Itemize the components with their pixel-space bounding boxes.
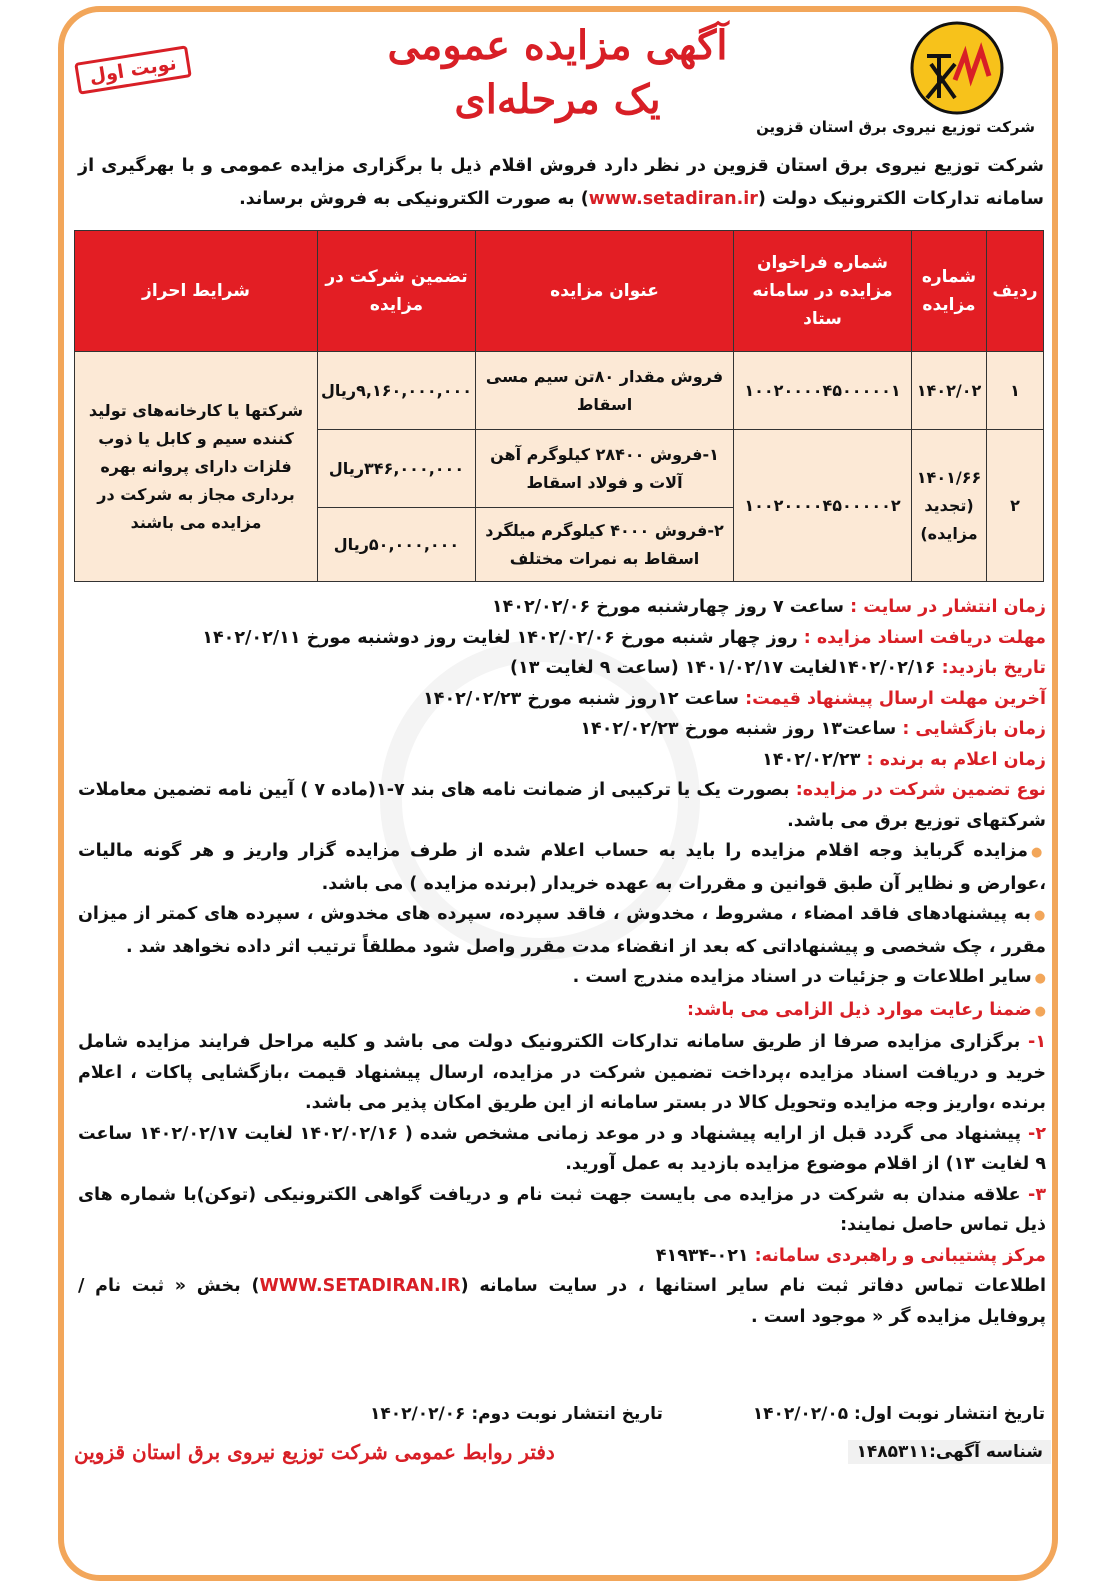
bullet-dot-icon: ● xyxy=(1031,845,1047,860)
schedule-label: زمان اعلام به برنده : xyxy=(866,749,1046,770)
schedule-label: زمان بازگشایی : xyxy=(902,719,1046,739)
schedule-line xyxy=(78,745,1046,776)
schedule-value: ۱۴۰۲/۰۲/۲۳ xyxy=(762,749,867,770)
schedule-label: آخرین مهلت ارسال پیشنهاد قیمت: xyxy=(745,688,1046,709)
cell-row: ۱ xyxy=(987,352,1044,430)
schedule-value: ۱۴۰۲/۰۲/۱۶لغایت ۱۴۰۱/۰۲/۱۷ (ساعت ۹ لغایت ۱۳) xyxy=(510,658,942,678)
table-row xyxy=(75,352,1044,430)
schedule-value: ساعت۱۳ روز شنبه مورخ ۱۴۰۲/۰۲/۲۳ xyxy=(580,719,903,739)
schedule-value: بصورت یک یا ترکیبی از ضمانت نامه های بند ۷-۱(ماده ۷ ) آیین نامه تضمین معاملات شرکتهای توزیع برق می باشد. xyxy=(78,780,1046,831)
header-row-number: ردیف xyxy=(987,231,1044,352)
intro-text-2: ) به صورت الکترونیکی به فروش برساند. xyxy=(239,189,589,209)
item-number: ۲- xyxy=(1028,1123,1046,1144)
schedule-label: نوع تضمین شرکت در مزایده: xyxy=(795,780,1046,800)
schedule-value: روز چهار شنبه مورخ ۱۴۰۲/۰۲/۰۶ لغایت روز دوشنبه مورخ ۱۴۰۲/۰۲/۱۱ xyxy=(202,627,804,648)
bullet-text: مزایده گربایذ وجه اقلام مزایده را باید به حساب اعلام شده از طرف مزایده گزار واریز و هر گونه مالیات ،عوارض و نظایر آن طبق قوانین و مقررات به عهده خریدار (برنده مزایده ) می باشد. xyxy=(78,841,1046,894)
contact-line xyxy=(78,1271,1046,1332)
header xyxy=(70,14,1045,144)
contact-text-2: ) بخش « ثبت نام / پروفایل مزایده گر « موجود است . xyxy=(78,1276,1046,1327)
schedule-line xyxy=(78,623,1046,654)
schedule-line xyxy=(78,592,1046,623)
cell-guarantee: ۹,۱۶۰,۰۰۰,۰۰۰ریال xyxy=(318,352,476,430)
header-auction-number: شماره مزایده xyxy=(912,231,987,352)
numbered-item xyxy=(78,1180,1046,1241)
schedule-line xyxy=(78,775,1046,836)
bullet-dot-icon: ● xyxy=(1034,1003,1046,1019)
numbered-item xyxy=(78,1027,1046,1119)
auction-table xyxy=(74,230,1044,582)
publish-first-date: تاریخ انتشار نوبت اول: ۱۴۰۲/۰۲/۰۵ xyxy=(752,1404,1045,1424)
title-line-2: یک مرحله‌ای xyxy=(454,76,661,123)
required-heading xyxy=(78,995,1046,1028)
support-label: مرکز پشتیبانی و راهبردی سامانه: xyxy=(754,1245,1046,1266)
cell-num: ۱۴۰۱/۶۶ (تجدید مزایده) xyxy=(912,430,987,582)
first-round-stamp: نوبت اول xyxy=(74,45,191,94)
setadiran-link[interactable]: www.setadiran.ir xyxy=(588,189,758,209)
bullet-dot-icon: ● xyxy=(1033,908,1047,923)
bullet-text: به پیشنهادهای فاقد امضاء ، مشروط ، مخدوش ، فاقد سپرده، سپرده های مخدوش ، سپرده های کمتر از میزان مقرر ، چک شخصی و پیشنهاداتی که بعد از انقضاء مدت مقرر واصل شود مطلقاً ترتیب اثر داده نخواهد شد . xyxy=(78,904,1046,957)
intro-paragraph xyxy=(78,150,1044,216)
cell-call: ۱۰۰۲۰۰۰۰۴۵۰۰۰۰۰۱ xyxy=(734,352,912,430)
cell-guarantee: ۳۴۶,۰۰۰,۰۰۰ریال xyxy=(318,430,476,508)
header-conditions: شرایط احراز xyxy=(75,231,318,352)
support-phone: ۴۱۹۳۴-۰۲۱ xyxy=(655,1245,749,1266)
publish-second-date: تاریخ انتشار نوبت دوم: ۱۴۰۲/۰۲/۰۶ xyxy=(370,1404,663,1424)
schedule-value: ساعت ۷ روز چهارشنبه مورخ ۱۴۰۲/۰۲/۰۶ xyxy=(491,597,851,617)
bullet-item xyxy=(78,836,1046,899)
header-auction-title: عنوان مزایده xyxy=(476,231,734,352)
cell-title: ۱-فروش ۲۸۴۰۰ کیلوگرم آهن آلات و فولاد اسقاط xyxy=(476,430,734,508)
numbered-item xyxy=(78,1119,1046,1180)
table-header-row xyxy=(75,231,1044,352)
cell-row: ۲ xyxy=(987,430,1044,582)
cell-title: ۲-فروش ۴۰۰۰ کیلوگرم میلگرد اسقاط به نمرات مختلف xyxy=(476,508,734,582)
cell-conditions: شرکتها یا کارخانه‌های تولید کننده سیم و کابل یا ذوب فلزات دارای پروانه بهره برداری مجاز به شرکت در مزایده می باشند xyxy=(75,352,318,582)
header-call-number: شماره فراخوان مزایده در سامانه ستاد xyxy=(734,231,912,352)
bullet-text: سایر اطلاعات و جزئیات در اسناد مزایده مندرج است . xyxy=(572,967,1032,987)
item-number: ۱- xyxy=(1028,1032,1046,1052)
schedule-label: مهلت دریافت اسناد مزایده : xyxy=(803,627,1046,648)
required-heading-text: ضمنا رعایت موارد ذیل الزامی می باشد: xyxy=(687,999,1032,1020)
item-text: پیشنهاد می گردد قبل از ارایه پیشنهاد و در موعد زمانی مشخص شده ( ۱۴۰۲/۰۲/۱۶ لغایت ۱۴۰۲/۰۲/۱۷ ساعت ۹ لغایت ۱۳) از اقلام موضوع مزایده بازدید به عمل آورید. xyxy=(78,1123,1046,1174)
setadiran-upper-link[interactable]: WWW.SETADIRAN.IR xyxy=(259,1276,461,1296)
cell-call: ۱۰۰۲۰۰۰۰۴۵۰۰۰۰۰۲ xyxy=(734,430,912,582)
body-text xyxy=(78,592,1046,1332)
schedule-label: تاریخ بازدید: xyxy=(941,658,1046,678)
header-guarantee: تضمین شرکت در مزایده xyxy=(318,231,476,352)
bullet-dot-icon: ● xyxy=(1034,971,1046,986)
contact-text-1: اطلاعات تماس دفاتر ثبت نام سایر استانها ، در سایت سامانه ( xyxy=(460,1276,1046,1296)
intro-text-1: شرکت توزیع نیروی برق استان قزوین در نظر دارد فروش اقلام ذیل با برگزاری مزایده عمومی و با بهرگیری از سامانه تدارکات الکترونیک دولت ( xyxy=(78,156,1044,209)
schedule-line xyxy=(78,714,1046,745)
cell-num: ۱۴۰۲/۰۲ xyxy=(912,352,987,430)
schedule-line xyxy=(78,684,1046,715)
schedule-label: زمان انتشار در سایت : xyxy=(850,597,1046,617)
item-text: برگزاری مزایده صرفا از طریق سامانه تدارکات الکترونیک دولت می باشد و کلیه مراحل فرایند مزایده شامل خرید و دریافت اسناد مزایده ،پرداخت تضمین شرکت در مزایده، ارسال پیشنهاد قیمت ،بازگشایی پاکات ، اعلام برنده ،واریز وجه مزایده وتحویل کالا در بستر سامانه از این طریق امکان پذیر می باشد. xyxy=(78,1032,1046,1113)
bullet-item xyxy=(78,962,1046,995)
item-number: ۳- xyxy=(1028,1184,1046,1205)
cell-title: فروش مقدار ۸۰تن سیم مسی اسقاط xyxy=(476,352,734,430)
schedule-value: ساعت ۱۲روز شنبه مورخ ۱۴۰۲/۰۲/۲۳ xyxy=(423,688,746,709)
public-relations-signature: دفتر روابط عمومی شرکت توزیع نیروی برق استان قزوین xyxy=(74,1440,555,1464)
support-line xyxy=(78,1241,1046,1272)
cell-guarantee: ۵۰,۰۰۰,۰۰۰ریال xyxy=(318,508,476,582)
bullet-item xyxy=(78,899,1046,962)
ad-id: شناسه آگهی:۱۴۸۵۳۱۱ xyxy=(848,1440,1051,1464)
company-name: شرکت توزیع نیروی برق استان قزوین xyxy=(756,118,1035,136)
schedule-line xyxy=(78,653,1046,684)
title-line-1: آگهی مزایده عمومی xyxy=(387,22,728,69)
item-text: علاقه مندان به شرکت در مزایده می بایست جهت ثبت نام و دریافت گواهی الکترونیکی (توکن)با شماره های ذیل تماس حاصل نمایند: xyxy=(78,1184,1046,1235)
